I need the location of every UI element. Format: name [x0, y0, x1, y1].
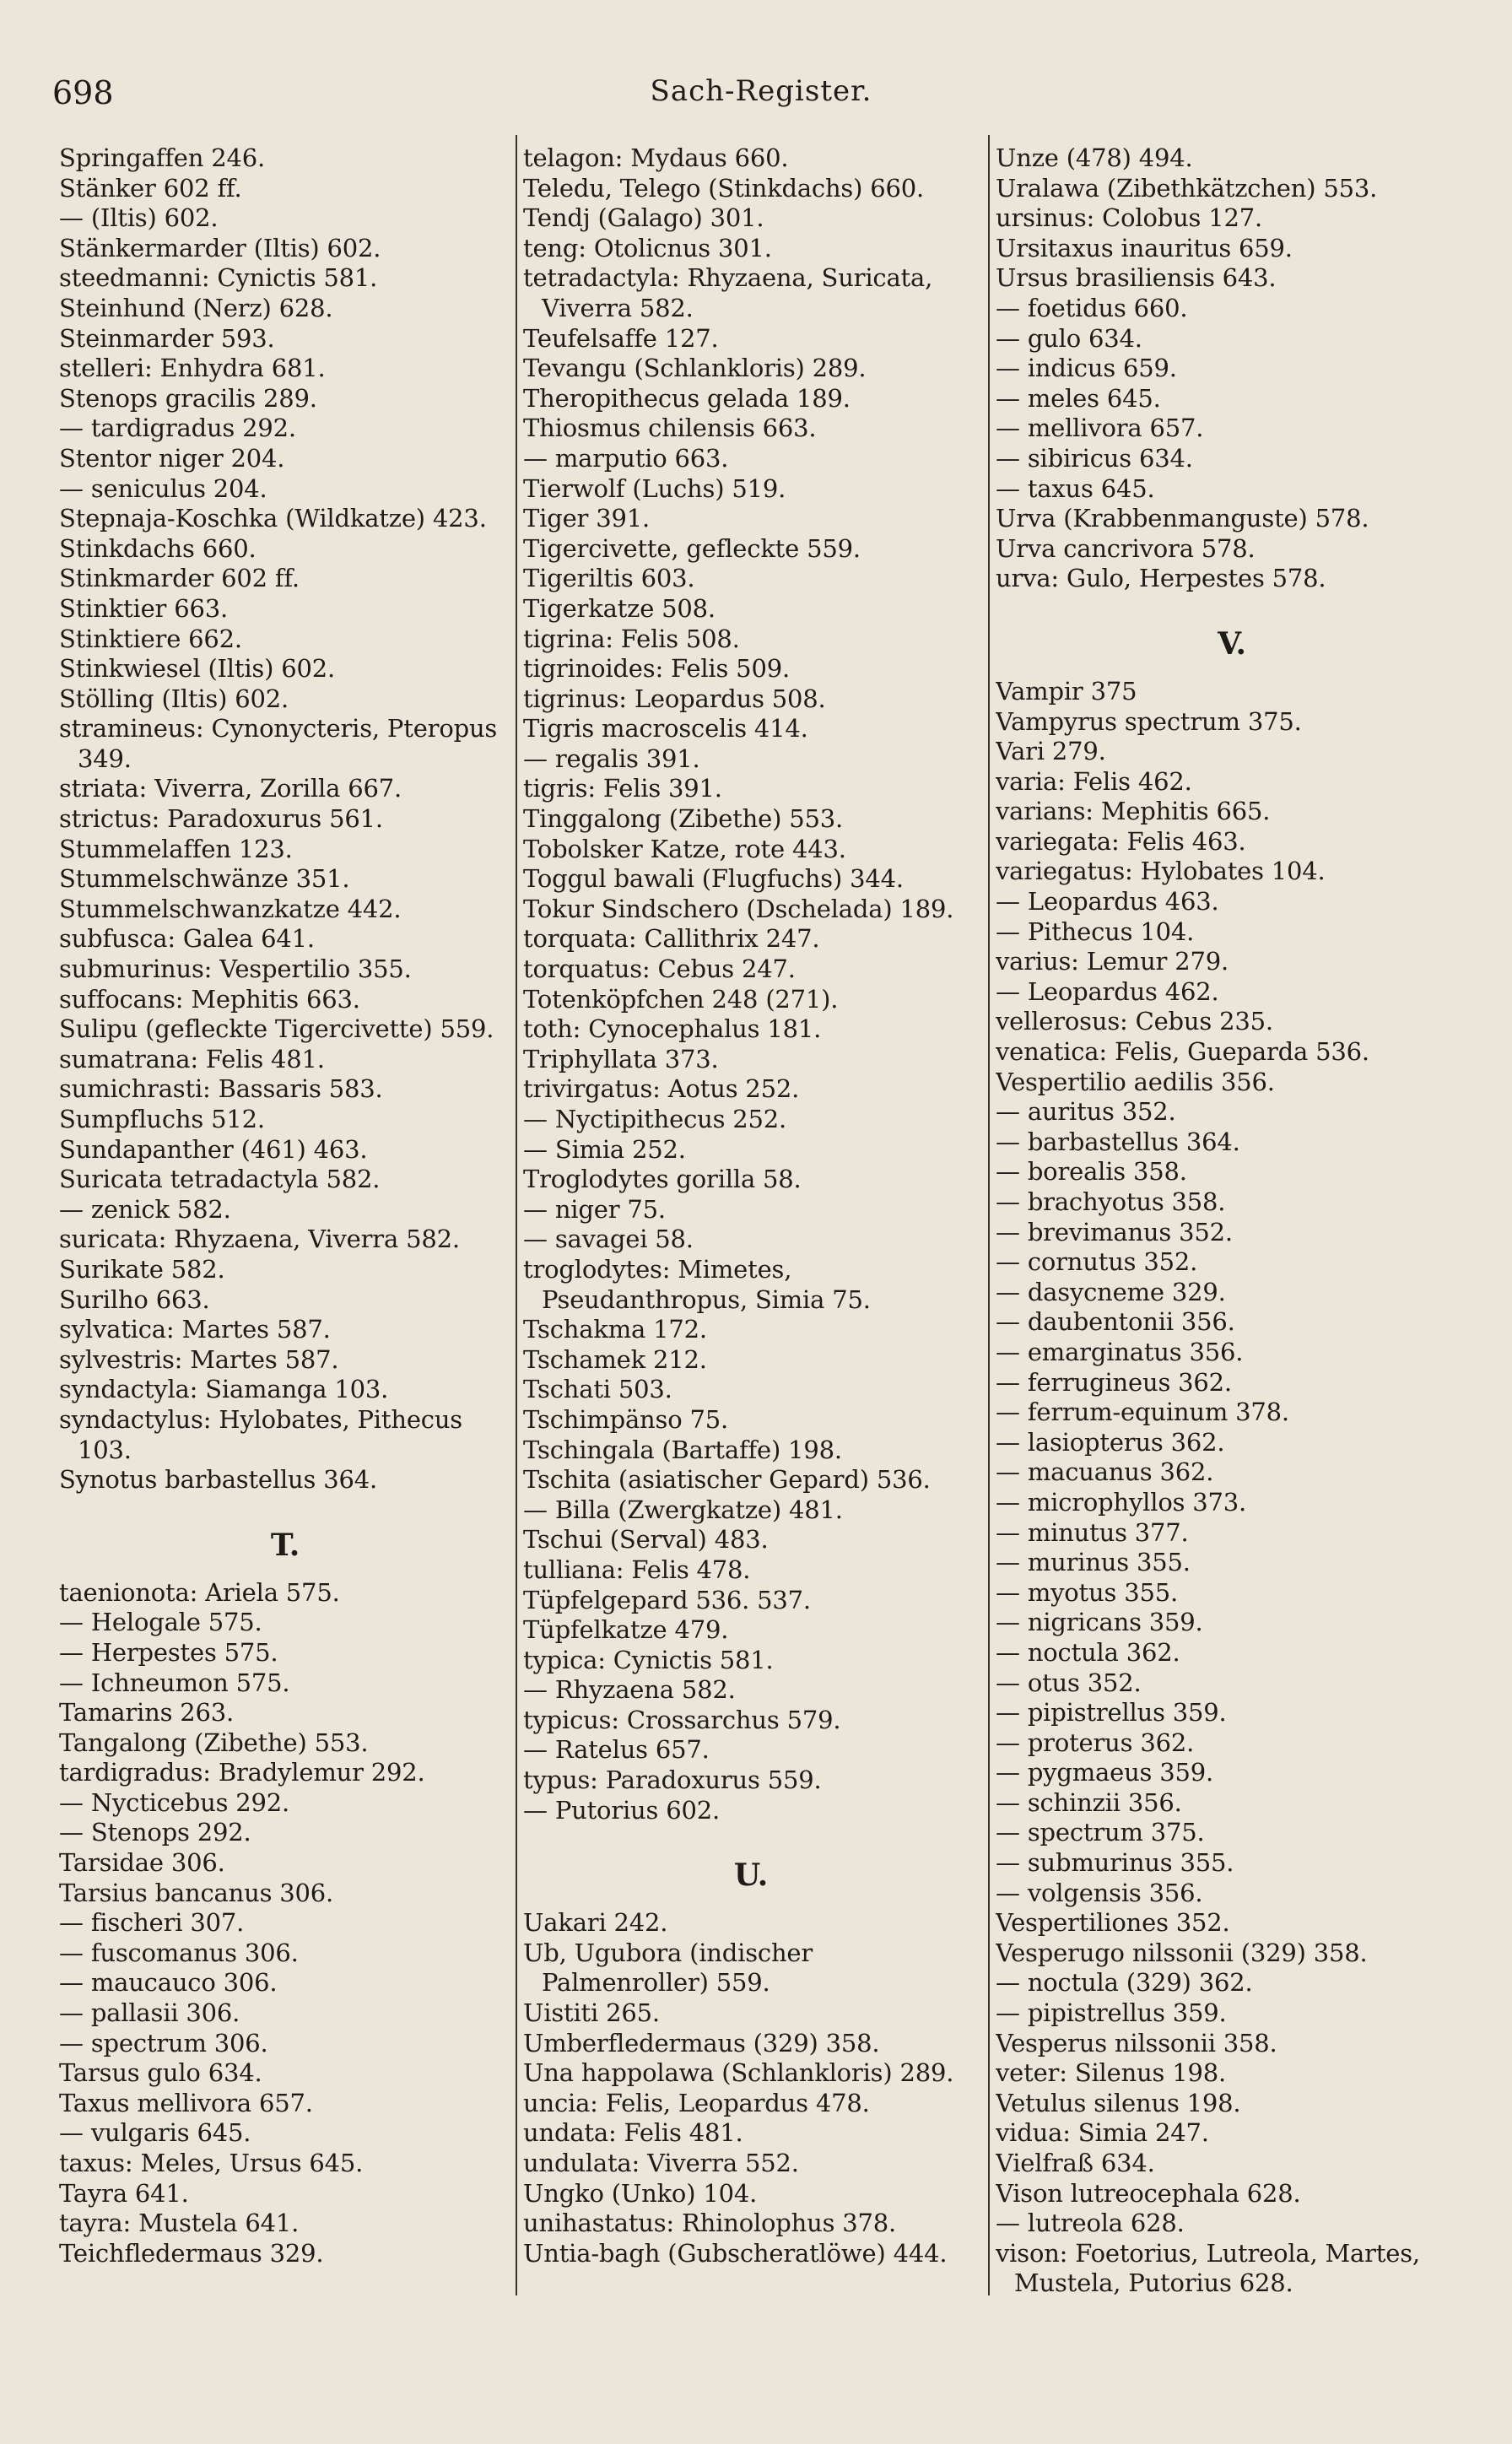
- index-entry: Sulipu (gefleckte Tigercivette) 559.: [59, 1014, 494, 1044]
- index-entry: — noctula 362.: [996, 1637, 1180, 1667]
- index-entry: — foetidus 660.: [996, 293, 1188, 322]
- index-entry: Thiosmus chilensis 663.: [523, 414, 817, 443]
- index-entry: tulliana: Felis 478.: [523, 1555, 751, 1584]
- index-entry: Vampir 375: [996, 676, 1137, 706]
- index-entry: taenionota: Ariela 575.: [59, 1577, 340, 1607]
- index-entry: Tschui (Serval) 483.: [523, 1525, 769, 1555]
- index-entry: tetradactyla: Rhyzaena, Suricata, Viverra 582.: [523, 263, 933, 322]
- index-entry: Vespertiliones 352.: [996, 1908, 1230, 1938]
- index-entry: — myotus 355.: [996, 1577, 1178, 1607]
- section-letter: U.: [733, 1857, 769, 1894]
- index-column-1: [59, 143, 511, 2422]
- index-entry: Tüpfelgepard 536. 537.: [523, 1585, 811, 1614]
- index-entry: syndactylus: Hylobates, Pithecus 103.: [59, 1404, 462, 1464]
- index-entry: — volgensis 356.: [996, 1878, 1203, 1907]
- index-entry: Steinhund (Nerz) 628.: [59, 293, 333, 322]
- index-entry: — vulgaris 645.: [59, 2118, 251, 2148]
- index-entry: Urva cancrivora 578.: [996, 533, 1256, 563]
- index-entry: — borealis 358.: [996, 1157, 1187, 1187]
- index-entry: telagon: Mydaus 660.: [523, 143, 789, 172]
- index-entry: Suricata tetradactyla 582.: [59, 1165, 381, 1194]
- index-entry: — seniculus 204.: [59, 473, 267, 503]
- index-entry: Tarsidae 306.: [59, 1848, 225, 1878]
- index-entry: Stummelaffen 123.: [59, 834, 293, 863]
- index-entry: — tardigradus 292.: [59, 414, 296, 443]
- index-entry: — pipistrellus 359.: [996, 1698, 1227, 1728]
- index-entry: Tüpfelkatze 479.: [523, 1615, 729, 1645]
- index-entry: typica: Cynictis 581.: [523, 1645, 774, 1674]
- index-entry: ursinus: Colobus 127.: [996, 203, 1263, 233]
- index-entry: tigrinoides: Felis 509.: [523, 654, 790, 684]
- index-entry: Steinmarder 593.: [59, 323, 275, 353]
- index-entry: Taxus mellivora 657.: [59, 2088, 313, 2117]
- index-entry: — maucauco 306.: [59, 1968, 278, 1998]
- running-title: Sach-Register.: [650, 74, 872, 108]
- index-entry: — sibiricus 634.: [996, 443, 1193, 473]
- index-entry: undulata: Viverra 552.: [523, 2149, 799, 2177]
- index-entry: — daubentonii 356.: [996, 1307, 1235, 1337]
- index-entry: — spectrum 306.: [59, 2028, 268, 2057]
- index-entry: — macuanus 362.: [996, 1457, 1214, 1487]
- index-entry: Tayra 641.: [59, 2178, 189, 2208]
- index-entry: — regalis 391.: [523, 743, 700, 773]
- index-entry: Tschimpänso 75.: [523, 1404, 729, 1434]
- index-entry: Tschingala (Bartaffe) 198.: [523, 1435, 842, 1464]
- index-entry: — barbastellus 364.: [996, 1127, 1240, 1156]
- index-entry: undata: Felis 481.: [523, 2118, 743, 2148]
- index-entry: sylvatica: Martes 587.: [59, 1315, 331, 1344]
- index-entry: Tarsus gulo 634.: [59, 2058, 262, 2088]
- index-entry: Tschati 503.: [523, 1375, 672, 1404]
- index-entry: variegatus: Hylobates 104.: [996, 857, 1326, 886]
- index-entry: veter: Silenus 198.: [996, 2058, 1227, 2088]
- index-entry: typicus: Crossarchus 579.: [523, 1705, 841, 1734]
- index-entry: suffocans: Mephitis 663.: [59, 984, 360, 1014]
- index-entry: — dasycneme 329.: [996, 1277, 1226, 1306]
- index-entry: Tarsius bancanus 306.: [59, 1878, 334, 1907]
- index-entry: — meles 645.: [996, 383, 1161, 413]
- index-entry: — Ichneumon 575.: [59, 1668, 290, 1697]
- index-entry: Tigercivette, gefleckte 559.: [523, 533, 861, 563]
- index-entry: Vison lutreocephala 628.: [996, 2178, 1301, 2208]
- index-entry: Troglodytes gorilla 58.: [523, 1165, 802, 1194]
- index-column-3: [996, 143, 1468, 2422]
- index-entry: — ferrum-equinum 378.: [996, 1398, 1289, 1427]
- index-entry: Vari 279.: [996, 737, 1106, 766]
- index-entry: Stepnaja-Koschka (Wildkatze) 423.: [59, 504, 487, 533]
- index-entry: Stinkwiesel (Iltis) 602.: [59, 654, 336, 684]
- index-entry: varius: Lemur 279.: [996, 947, 1229, 976]
- column-divider: [988, 135, 990, 2295]
- index-entry: Vesperus nilssonii 358.: [996, 2028, 1277, 2057]
- index-entry: Tendj (Galago) 301.: [523, 203, 764, 233]
- index-entry: trivirgatus: Aotus 252.: [523, 1074, 800, 1104]
- index-entry: — (Iltis) 602.: [59, 203, 219, 233]
- section-letter: V.: [1218, 625, 1246, 662]
- index-entry: strictus: Paradoxurus 561.: [59, 804, 383, 834]
- index-entry: teng: Otolicnus 301.: [523, 233, 772, 262]
- index-entry: toth: Cynocephalus 181.: [523, 1014, 822, 1044]
- index-entry: Stinktier 663.: [59, 593, 228, 623]
- index-entry: syndactyla: Siamanga 103.: [59, 1375, 389, 1404]
- index-entry: Tschita (asiatischer Gepard) 536.: [523, 1465, 931, 1495]
- index-entry: tigris: Felis 391.: [523, 774, 722, 803]
- index-entry: — pallasii 306.: [59, 1998, 240, 2028]
- index-entry: Vesperugo nilssonii (329) 358.: [996, 1938, 1368, 1967]
- index-entry: — Nyctipithecus 252.: [523, 1105, 787, 1133]
- index-entry: — cornutus 352.: [996, 1247, 1198, 1277]
- index-entry: Stänkermarder (Iltis) 602.: [59, 233, 381, 262]
- index-entry: Uralawa (Zibethkätzchen) 553.: [996, 173, 1378, 203]
- index-entry: Toggul bawali (Flugfuchs) 344.: [523, 864, 904, 894]
- index-entry: — zenick 582.: [59, 1194, 231, 1224]
- index-entry: — fischeri 307.: [59, 1908, 245, 1938]
- index-entry: — submurinus 355.: [996, 1848, 1234, 1878]
- index-entry: stelleri: Enhydra 681.: [59, 354, 326, 383]
- index-entry: — savagei 58.: [523, 1225, 694, 1254]
- page-header: [52, 69, 1470, 120]
- index-entry: — brevimanus 352.: [996, 1217, 1233, 1246]
- page-number: 698: [52, 74, 114, 111]
- index-entry: Tinggalong (Zibethe) 553.: [523, 804, 843, 834]
- index-entry: Tiger 391.: [523, 504, 650, 533]
- index-entry: — Pithecus 104.: [996, 916, 1195, 946]
- index-entry: Synotus barbastellus 364.: [59, 1465, 377, 1495]
- index-entry: Tschamek 212.: [523, 1344, 707, 1374]
- index-entry: tardigradus: Bradylemur 292.: [59, 1758, 425, 1787]
- index-entry: Vespertilio aedilis 356.: [996, 1067, 1275, 1096]
- index-entry: — Simia 252.: [523, 1134, 686, 1164]
- index-entry: troglodytes: Mimetes, Pseudanthropus, Simia 75.: [523, 1254, 871, 1314]
- index-entry: Ursitaxus inauritus 659.: [996, 233, 1293, 262]
- index-entry: — Putorius 602.: [523, 1795, 721, 1825]
- index-entry: — minutus 377.: [996, 1517, 1189, 1547]
- index-entry: Tigeriltis 603.: [523, 564, 695, 593]
- index-entry: — Billa (Zwergkatze) 481.: [523, 1495, 843, 1524]
- column-divider: [516, 135, 517, 2295]
- index-entry: — Ratelus 657.: [523, 1735, 710, 1765]
- index-entry: submurinus: Vespertilio 355.: [59, 954, 412, 984]
- index-entry: Stummelschwanzkatze 442.: [59, 894, 402, 923]
- index-entry: variegata: Felis 463.: [996, 826, 1246, 856]
- index-entry: steedmanni: Cynictis 581.: [59, 263, 378, 293]
- index-entry: Tobolsker Katze, rote 443.: [523, 834, 846, 863]
- index-entry: Untia-bagh (Gubscheratlöwe) 444.: [523, 2238, 948, 2268]
- index-entry: urva: Gulo, Herpestes 578.: [996, 564, 1326, 593]
- index-entry: vidua: Simia 247.: [996, 2118, 1209, 2148]
- index-entry: vison: Foetorius, Lutreola, Martes, Mustela, Putorius 628.: [996, 2238, 1420, 2298]
- index-entry: Sumpfluchs 512.: [59, 1105, 265, 1133]
- index-entry: — Nycticebus 292.: [59, 1787, 290, 1817]
- index-entry: varians: Mephitis 665.: [996, 797, 1271, 826]
- index-entry: Stölling (Iltis) 602.: [59, 684, 289, 713]
- index-entry: taxus: Meles, Ursus 645.: [59, 2149, 364, 2177]
- index-entry: Springaffen 246.: [59, 143, 265, 172]
- index-entry: Tamarins 263.: [59, 1698, 235, 1728]
- index-entry: Tevangu (Schlankloris) 289.: [523, 354, 867, 383]
- index-entry: — gulo 634.: [996, 323, 1142, 353]
- index-entry: Stinktiere 662.: [59, 624, 242, 653]
- section-gap: [523, 1825, 979, 1841]
- index-entry: — Helogale 575.: [59, 1608, 262, 1637]
- index-entry: stramineus: Cynonycteris, Pteropus 349.: [59, 714, 498, 773]
- index-entry: Ungko (Unko) 104.: [523, 2178, 758, 2208]
- index-entry: Teichfledermaus 329.: [59, 2238, 324, 2268]
- index-entry: Uakari 242.: [523, 1908, 668, 1938]
- index-entry: striata: Viverra, Zorilla 667.: [59, 774, 402, 803]
- index-entry: Ursus brasiliensis 643.: [996, 263, 1277, 293]
- index-entry: torquatus: Cebus 247.: [523, 954, 796, 984]
- index-entry: — Leopardus 463.: [996, 887, 1219, 916]
- index-entry: — Rhyzaena 582.: [523, 1675, 736, 1705]
- index-entry: Vetulus silenus 198.: [996, 2088, 1241, 2117]
- index-entry: — taxus 645.: [996, 473, 1155, 503]
- index-entry: — Stenops 292.: [59, 1818, 251, 1847]
- index-entry: Stinkmarder 602 ff.: [59, 564, 300, 593]
- index-entry: Stummelschwänze 351.: [59, 864, 350, 894]
- index-entry: Uistiti 265.: [523, 1998, 660, 2028]
- index-entry: vellerosus: Cebus 235.: [996, 1007, 1273, 1036]
- index-entry: Totenköpfchen 248 (271).: [523, 984, 839, 1014]
- index-entry: Tschakma 172.: [523, 1315, 707, 1344]
- index-entry: Unze (478) 494.: [996, 143, 1193, 172]
- index-entry: Stenops gracilis 289.: [59, 383, 317, 413]
- index-entry: — fuscomanus 306.: [59, 1938, 299, 1967]
- index-entry: tigrina: Felis 508.: [523, 624, 740, 653]
- index-entry: Vielfraß 634.: [996, 2149, 1155, 2177]
- index-entry: — marputio 663.: [523, 443, 729, 473]
- index-entry: Stänker 602 ff.: [59, 173, 242, 203]
- section-letter: T.: [270, 1527, 300, 1563]
- index-entry: tigrinus: Leopardus 508.: [523, 684, 826, 713]
- index-entry: — nigricans 359.: [996, 1608, 1203, 1637]
- index-entry: — auritus 352.: [996, 1097, 1176, 1127]
- index-entry: sumatrana: Felis 481.: [59, 1044, 325, 1073]
- index-entry: — otus 352.: [996, 1668, 1142, 1697]
- index-entry: venatica: Felis, Gueparda 536.: [996, 1037, 1369, 1067]
- index-entry: — mellivora 657.: [996, 414, 1204, 443]
- index-entry: varia: Felis 462.: [996, 766, 1192, 796]
- index-entry: Triphyllata 373.: [523, 1044, 719, 1073]
- index-entry: — pipistrellus 359.: [996, 1998, 1227, 2028]
- index-entry: — Herpestes 575.: [59, 1637, 278, 1667]
- index-entry: — indicus 659.: [996, 354, 1177, 383]
- index-entry: Tangalong (Zibethe) 553.: [59, 1728, 369, 1757]
- index-entry: Sundapanther (461) 463.: [59, 1134, 368, 1164]
- index-entry: — lasiopterus 362.: [996, 1427, 1225, 1457]
- index-entry: Ub, Ugubora (indischer Palmenroller) 559.: [523, 1938, 813, 1998]
- index-entry: — ferrugineus 362.: [996, 1367, 1232, 1397]
- index-entry: — murinus 355.: [996, 1548, 1191, 1577]
- index-entry: — spectrum 375.: [996, 1818, 1205, 1847]
- index-entry: — noctula (329) 362.: [996, 1968, 1253, 1998]
- index-entry: Theropithecus gelada 189.: [523, 383, 850, 413]
- index-entry: Urva (Krabbenmanguste) 578.: [996, 504, 1369, 533]
- index-entry: Vampyrus spectrum 375.: [996, 706, 1302, 736]
- index-entry: Teledu, Telego (Stinkdachs) 660.: [523, 173, 925, 203]
- index-entry: — brachyotus 358.: [996, 1187, 1226, 1216]
- index-entry: typus: Paradoxurus 559.: [523, 1765, 822, 1795]
- index-entry: Surilho 663.: [59, 1284, 210, 1314]
- index-entry: tayra: Mustela 641.: [59, 2209, 300, 2238]
- index-entry: — microphyllos 373.: [996, 1487, 1247, 1517]
- index-entry: unihastatus: Rhinolophus 378.: [523, 2209, 897, 2238]
- index-entry: — niger 75.: [523, 1194, 666, 1224]
- index-entry: Una happolawa (Schlankloris) 289.: [523, 2058, 954, 2088]
- index-entry: subfusca: Galea 641.: [59, 924, 315, 954]
- index-entry: — emarginatus 356.: [996, 1337, 1244, 1366]
- index-entry: — lutreola 628.: [996, 2209, 1185, 2238]
- index-entry: torquata: Callithrix 247.: [523, 924, 820, 954]
- section-gap: [59, 1495, 511, 1511]
- section-gap: [996, 594, 1468, 609]
- index-entry: — pygmaeus 359.: [996, 1758, 1214, 1787]
- index-entry: Umberfledermaus (329) 358.: [523, 2028, 880, 2057]
- index-entry: — proterus 362.: [996, 1728, 1195, 1757]
- index-entry: sylvestris: Martes 587.: [59, 1344, 339, 1374]
- index-entry: sumichrasti: Bassaris 583.: [59, 1074, 383, 1104]
- index-entry: — Leopardus 462.: [996, 976, 1219, 1006]
- index-entry: Teufelsaffe 127.: [523, 323, 719, 353]
- index-entry: Stinkdachs 660.: [59, 533, 256, 563]
- index-entry: — schinzii 356.: [996, 1787, 1182, 1817]
- index-entry: Stentor niger 204.: [59, 443, 285, 473]
- index-column-2: [523, 143, 979, 2422]
- index-entry: Surikate 582.: [59, 1254, 225, 1284]
- index-entry: uncia: Felis, Leopardus 478.: [523, 2088, 870, 2117]
- index-entry: Tokur Sindschero (Dschelada) 189.: [523, 894, 954, 923]
- index-entry: Tigerkatze 508.: [523, 593, 716, 623]
- index-entry: Tierwolf (Luchs) 519.: [523, 473, 786, 503]
- index-entry: suricata: Rhyzaena, Viverra 582.: [59, 1225, 460, 1254]
- index-entry: Tigris macroscelis 414.: [523, 714, 808, 743]
